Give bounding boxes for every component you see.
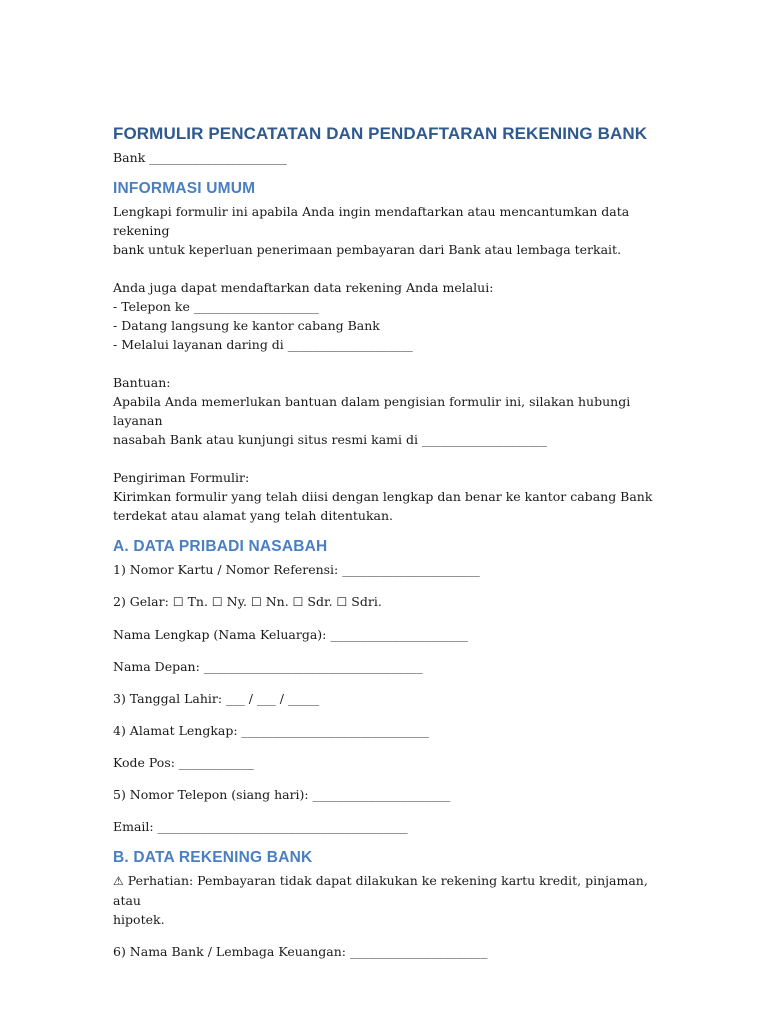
bank-field[interactable] bbox=[113, 148, 658, 167]
intro-line-1: Lengkapi formulir ini apabila Anda ingin mendaftarkan atau mencantumkan data rekening bbox=[113, 204, 630, 238]
checkbox-sdr[interactable]: ☐ bbox=[292, 595, 304, 609]
warning-text: Perhatian: Pembayaran tidak dapat dilakukan ke rekening kartu kredit, pinjaman, atau bbox=[113, 873, 648, 908]
document-title: FORMULIR PENCATATAN DAN PENDAFTARAN REKENING BANK bbox=[113, 124, 648, 143]
bank-name-field[interactable]: 6) Nama Bank / Lembaga Keuangan: ______________________ bbox=[113, 944, 488, 959]
email-field[interactable]: Email: ________________________________________ bbox=[113, 819, 408, 834]
section-heading-general-info: INFORMASI UMUM bbox=[113, 180, 256, 197]
birth-date-field[interactable]: 3) Tanggal Lahir: ___ / ___ / _____ bbox=[113, 691, 320, 706]
warning-icon: ⚠ bbox=[113, 874, 124, 888]
register-title: Anda juga dapat mendaftarkan data rekening Anda melalui: bbox=[113, 280, 494, 295]
postal-code-field[interactable]: Kode Pos: ____________ bbox=[113, 755, 254, 770]
option-sdr: Sdr. bbox=[307, 594, 333, 609]
send-title: Pengiriman Formulir: bbox=[113, 470, 250, 485]
register-item-branch: - Datang langsung ke kantor cabang Bank bbox=[113, 318, 380, 333]
warning-line-1 bbox=[113, 871, 658, 910]
register-item-online: - Melalui layanan daring di ____________________ bbox=[113, 337, 413, 352]
bank-blank[interactable]: ______________________ bbox=[149, 150, 287, 165]
checkbox-sdri[interactable]: ☐ bbox=[336, 595, 348, 609]
bank-label: Bank bbox=[113, 150, 146, 165]
help-line-1: Apabila Anda memerlukan bantuan dalam pengisian formulir ini, silakan hubungi layanan bbox=[113, 394, 631, 428]
checkbox-ny[interactable]: ☐ bbox=[211, 595, 223, 609]
option-nn: Nn. bbox=[265, 594, 289, 609]
first-name-field[interactable]: Nama Depan: ___________________________________ bbox=[113, 659, 423, 674]
title-field bbox=[113, 592, 658, 612]
option-tn: Tn. bbox=[187, 594, 208, 609]
send-line-1: Kirimkan formulir yang telah diisi dengan lengkap dan benar ke kantor cabang Bank bbox=[113, 489, 653, 504]
title-label: 2) Gelar: bbox=[113, 594, 169, 609]
warning-line-2: hipotek. bbox=[113, 912, 165, 927]
checkbox-tn[interactable]: ☐ bbox=[172, 595, 184, 609]
send-line-2: terdekat atau alamat yang telah ditentukan. bbox=[113, 508, 394, 523]
address-field[interactable]: 4) Alamat Lengkap: ______________________________ bbox=[113, 723, 430, 738]
phone-field[interactable]: 5) Nomor Telepon (siang hari): ______________________ bbox=[113, 787, 451, 802]
option-ny: Ny. bbox=[226, 594, 247, 609]
help-title: Bantuan: bbox=[113, 375, 171, 390]
section-heading-bank-account: B. DATA REKENING BANK bbox=[113, 849, 313, 866]
document-body bbox=[113, 124, 658, 961]
register-item-phone: - Telepon ke ____________________ bbox=[113, 299, 319, 314]
full-name-field[interactable]: Nama Lengkap (Nama Keluarga): ______________________ bbox=[113, 627, 468, 642]
checkbox-nn[interactable]: ☐ bbox=[250, 595, 262, 609]
help-line-2: nasabah Bank atau kunjungi situs resmi kami di ____________________ bbox=[113, 432, 547, 447]
section-heading-personal-data: A. DATA PRIBADI NASABAH bbox=[113, 538, 328, 555]
card-number-field[interactable]: 1) Nomor Kartu / Nomor Referensi: ______________________ bbox=[113, 562, 480, 577]
intro-line-2: bank untuk keperluan penerimaan pembayaran dari Bank atau lembaga terkait. bbox=[113, 242, 622, 257]
option-sdri: Sdri. bbox=[351, 594, 382, 609]
